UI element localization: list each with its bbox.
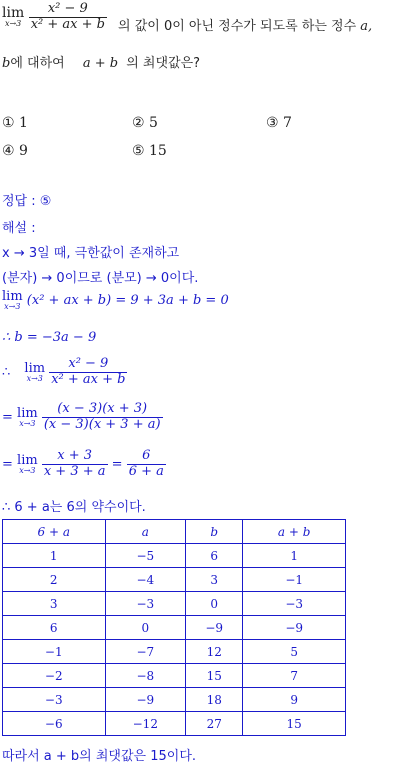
table-cell: 1	[3, 544, 106, 568]
table-cell: −9	[243, 616, 346, 640]
table-row	[3, 544, 346, 568]
table-cell: 0	[105, 616, 186, 640]
table-header-row	[3, 520, 346, 544]
table-header: b	[186, 520, 243, 544]
question-line-1	[2, 2, 107, 33]
table-cell: −6	[3, 712, 106, 736]
table-cell: 12	[186, 640, 243, 664]
table-cell: −1	[243, 568, 346, 592]
table-cell: 1	[243, 544, 346, 568]
table-cell: −2	[3, 664, 106, 688]
table-header: 6 + a	[3, 520, 106, 544]
table-cell: −3	[3, 688, 106, 712]
solution-line-1: x → 3일 때, 극한값이 존재하고	[2, 246, 180, 261]
solution-line-7: = lim x→3 $\frac{x + 3}{x + 3 + a}$ = $\frac{6}{6 + a}$	[2, 448, 164, 479]
table-cell: 27	[186, 712, 243, 736]
table-cell: −12	[105, 712, 186, 736]
table-cell: −1	[3, 640, 106, 664]
table-row	[3, 664, 346, 688]
limit-symbol: lim x→3	[24, 360, 46, 383]
table-row	[3, 616, 346, 640]
table-row	[3, 712, 346, 736]
limit-symbol: lim x→3	[17, 405, 38, 428]
question-denominator: x² + ax + b	[30, 16, 105, 32]
limit-symbol: lim x→3	[17, 452, 38, 475]
table-cell: −7	[105, 640, 186, 664]
table-cell: 5	[243, 640, 346, 664]
answer-line: 정답 : ⑤	[2, 194, 52, 209]
table-cell: 3	[3, 592, 106, 616]
question-numerator: x² − 9	[29, 2, 107, 18]
table-cell: −9	[186, 616, 243, 640]
table-header: a	[105, 520, 186, 544]
table-cell: −3	[105, 592, 186, 616]
table-cell: 15	[186, 664, 243, 688]
limit-symbol: lim x→3	[2, 289, 23, 311]
limit-symbol: lim x→3	[2, 5, 25, 29]
table-row	[3, 592, 346, 616]
table-cell: −4	[105, 568, 186, 592]
solution-line-3: lim x→3 (x² + ax + b) = 9 + 3a + b = 0	[2, 289, 229, 311]
table-cell: 0	[186, 592, 243, 616]
table-cell: −8	[105, 664, 186, 688]
choice-5[interactable]: ⑤ 15	[132, 143, 167, 159]
solution-line-6: = lim x→3 $\frac{(x - 3)(x + 3)}{(x - 3)(x + 3 + a)}$	[2, 401, 161, 432]
choice-4[interactable]: ④ 9	[2, 143, 28, 159]
table-cell: −9	[105, 688, 186, 712]
table-cell: 6	[186, 544, 243, 568]
table-row	[3, 688, 346, 712]
solution-line-5: ∴ lim x→3 $\frac{\text{x² − 9}}{\text{x² + ax + b}}$	[2, 356, 126, 387]
solution-table	[2, 519, 346, 736]
table-header: a + b	[243, 520, 346, 544]
solution-final: 따라서 a + b의 최댓값은 15이다.	[2, 749, 197, 764]
table-cell: 15	[243, 712, 346, 736]
question-text-2: b에 대하여 a + b 의 최댓값은?	[2, 56, 201, 71]
choice-1[interactable]: ① 1	[2, 115, 28, 131]
choice-2[interactable]: ② 5	[132, 115, 158, 131]
table-cell: 3	[186, 568, 243, 592]
table-row	[3, 640, 346, 664]
table-cell: 7	[243, 664, 346, 688]
question-text-1: 의 값이 0이 아닌 정수가 되도록 하는 정수 a,	[118, 19, 373, 34]
solution-line-4: ∴ b = −3a − 9	[2, 330, 97, 345]
table-cell: 6	[3, 616, 106, 640]
table-row	[3, 568, 346, 592]
table-cell: 9	[243, 688, 346, 712]
table-cell: −5	[105, 544, 186, 568]
choice-3[interactable]: ③ 7	[266, 115, 292, 131]
table-cell: −3	[243, 592, 346, 616]
solution-line-2: (분자) → 0이므로 (분모) → 0이다.	[2, 271, 199, 286]
table-cell: 18	[186, 688, 243, 712]
table-cell: 2	[3, 568, 106, 592]
solution-label: 해설 :	[2, 221, 36, 236]
question-fraction	[29, 2, 107, 33]
solution-line-8: ∴ 6 + a는 6의 약수이다.	[2, 500, 146, 515]
